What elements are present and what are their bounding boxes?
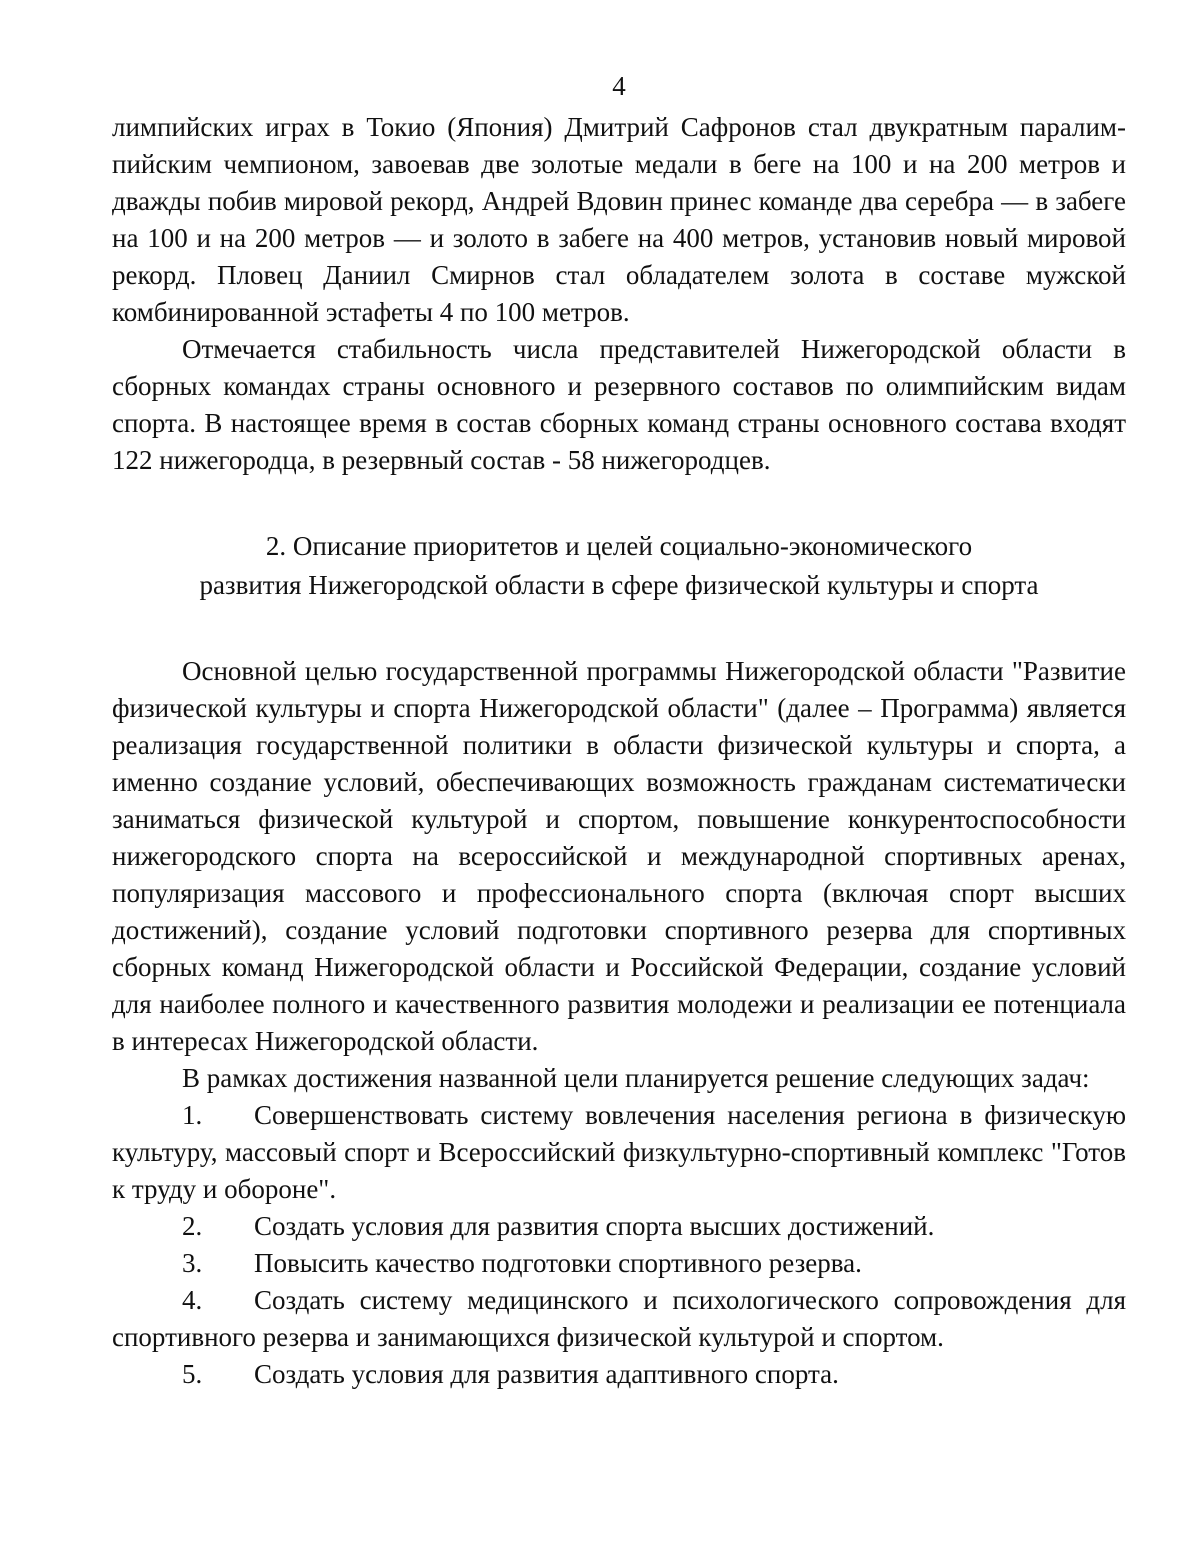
list-item-number: 4. — [182, 1285, 203, 1315]
paragraph-tasks-intro: В рамках достижения названной цели планируется решение следующих задач: — [182, 1063, 1090, 1093]
paragraph-national-teams: Отмечается стабильность числа представителей Нижегородской области в сборных командах страны основного и резервного составов по олимпийским видам спорта. В настоящее время в состав сборных команд страны основного состава входят 122 нижегородца, в резервный состав - 58 нижегородцев. — [112, 334, 1126, 475]
list-item — [112, 1282, 1126, 1356]
list-item — [112, 1356, 1126, 1393]
paragraph-paralympics: лимпийских играх в Токио (Япония) Дмитрий Сафронов стал двукратным паралимпийским чемпионом, завоевав две золотые медали в беге на 100 и на 200 метров и дважды побив мировой рекорд, Андрей Вдовин принес команде два серебра — в забеге на 100 и на 200 метров — и золото в забеге на 400 метров, установив новый мировой рекорд. Пловец Даниил Смирнов стал обладателем золота в составе мужской комбинированной эстафеты 4 по 100 метров. — [112, 112, 1126, 327]
section-heading-line-2: развития Нижегородской области в сфере физической культуры и спорта — [199, 570, 1039, 600]
page-number: 4 — [612, 71, 626, 101]
list-item-number: 2. — [182, 1211, 203, 1241]
paragraph-program-goal: Основной целью государственной программы Нижегородской области "Развитие физической культуры и спорта Нижегородской области" (далее – Программа) является реализация государственной политики в области физической культуры и спорта, а именно создание условий, обеспечивающих возможность гражданам систематически заниматься физической культурой и спортом, повышение конкурентоспособности нижегородского спорта на всероссийской и международной спортивных аренах, популяризация массового и профессионального спорта (включая спорт высших достижений), создание условий подготовки спортивного резерва для спортивных сборных команд Нижегородской области и Российской Федерации, создание условий для наиболее полного и качественного развития молодежи и реализации ее потенциала в интересах Нижегородской области. — [112, 656, 1126, 1056]
section-heading-line-1: 2. Описание приоритетов и целей социально-экономического — [265, 531, 973, 561]
list-item — [112, 1245, 1126, 1282]
list-item-number: 1. — [182, 1100, 203, 1130]
list-item-text: Совершенствовать систему вовлечения населения региона в физическую культуру, массовый спорт и Всероссийский физкультурно-спортивный комплекс "Готов к труду и обороне". — [112, 1100, 1126, 1204]
list-item-text: Повысить качество подготовки спортивного резерва. — [254, 1248, 862, 1278]
document-page — [112, 68, 1126, 1393]
list-item-text: Создать систему медицинского и психологического сопровождения для спортивного резерва и занимающихся физической культурой и спортом. — [112, 1285, 1126, 1352]
list-item — [112, 1097, 1126, 1208]
list-item-text: Создать условия для развития адаптивного спорта. — [254, 1359, 839, 1389]
list-item-text: Создать условия для развития спорта высших достижений. — [254, 1211, 935, 1241]
list-item-number: 3. — [182, 1248, 203, 1278]
list-item-number: 5. — [182, 1359, 203, 1389]
section-heading — [112, 527, 1126, 605]
list-item — [112, 1208, 1126, 1245]
